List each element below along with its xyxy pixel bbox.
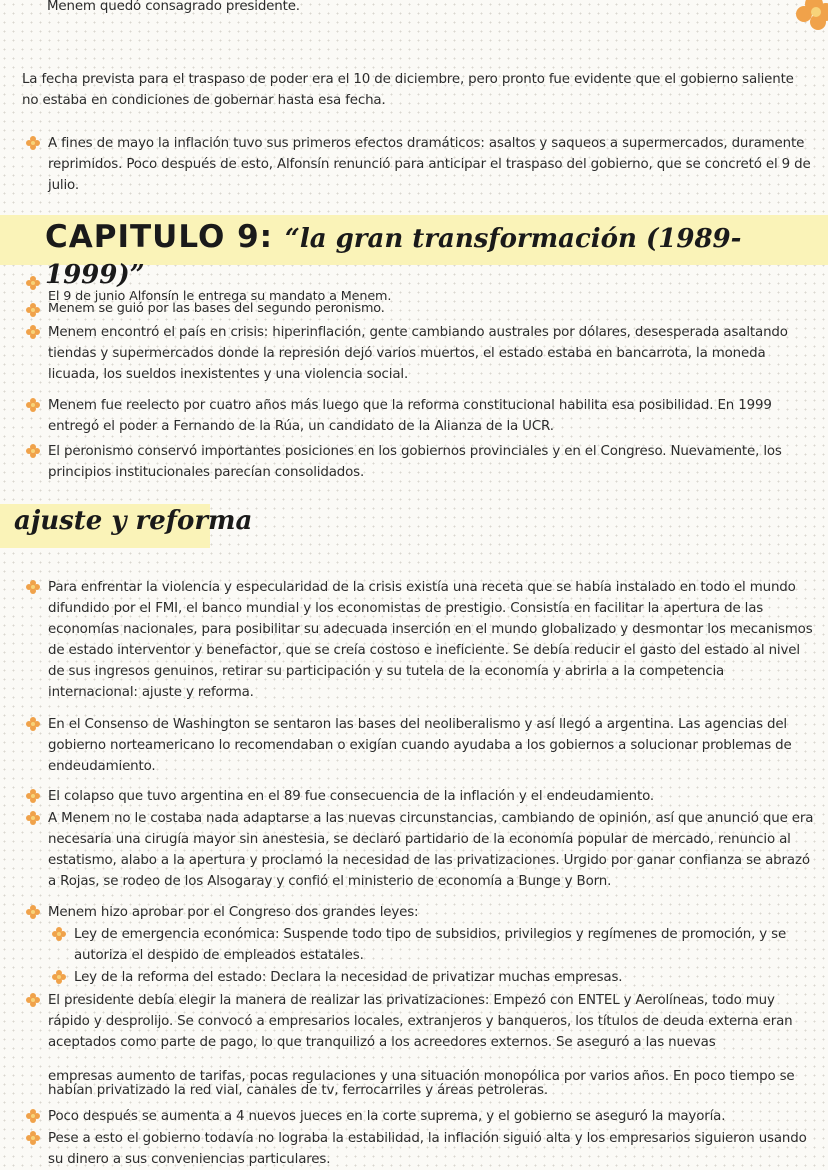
sub-bullet-1 bbox=[50, 924, 814, 966]
chapter-bullet-text: Menem fue reelecto por cuatro años más luego que la reforma constitucional habilita esa posibilidad. En 1999 entregó el poder a Fernando de la Rúa, un candidato de la Alianza de la UCR. bbox=[48, 398, 772, 434]
final-continuation-text: empresas aumento de tarifas, pocas regulaciones y una situación monopólica por varios años. En poco tiempo se habían privatizado la red vial, canales de tv, ferrocarriles y áreas petroleras. bbox=[48, 1069, 795, 1098]
final-bullet-2 bbox=[24, 1106, 814, 1127]
intro-bullet-text: A fines de mayo la inflación tuvo sus primeros efectos dramáticos: asaltos y saqueos a supermercados, duramente reprimidos. Poco después de esto, Alfonsín renunció para anticipar el traspaso del gobierno, que se concretó el 9 de julio. bbox=[48, 136, 811, 193]
flower-bullet-icon bbox=[26, 444, 40, 458]
chapter-bullet-4 bbox=[24, 395, 814, 437]
flower-bullet-icon bbox=[26, 993, 40, 1007]
chapter-bullet-text: Menem encontró el país en crisis: hiperinflación, gente cambiando australes por dólares, desesperada asaltando tiendas y supermercados donde la represión dejó varios muertos, el estado estaba en bancarrota, la moneda licuada, los sueldos inexistentes y una violencia social. bbox=[48, 325, 788, 382]
chapter-label: CAPITULO 9: bbox=[45, 219, 274, 255]
top-line: Menem quedó consagrado presidente. bbox=[47, 0, 300, 14]
intro-paragraph: La fecha prevista para el traspaso de poder era el 10 de diciembre, pero pronto fue evidente que el gobierno saliente no estaba en condiciones de gobernar hasta esa fecha. bbox=[22, 72, 794, 108]
flower-bullet-icon bbox=[26, 303, 40, 317]
final-bullet-1 bbox=[24, 990, 814, 1053]
section-bullet-5 bbox=[24, 902, 814, 923]
section-bullet-text: Para enfrentar la violencia y especularidad de la crisis existía una receta que se había instalado en todo el mundo difundido por el FMI, el banco mundial y los economistas de prestigio. Consistía en facilitar la apertura de las economías nacionales, para posibilitar su adecuada inserción en el mundo globalizado y desmontar los mecanismos de estado interventor y benefactor, que se creía costoso e ineficiente. Se debía reducir el gasto del estado al nivel de sus ingresos genuinos, retirar su participación y su tutela de la economía y abrirla a la competencia internacional: ajuste y reforma. bbox=[48, 580, 813, 700]
section-bullet-text: A Menem no le costaba nada adaptarse a las nuevas circunstancias, cambiando de opinión, así que anunció que era necesaria una cirugía mayor sin anestesia, se declaró partidario de la economía popular de mercado, renuncio al estatismo, alabo a la apertura y proclamó la necesidad de las privatizaciones. Urgido por ganar confianza se abrazó a Rojas, se rodeo de los Alsogaray y confió el ministerio de economía a Bunge y Born. bbox=[48, 811, 814, 889]
sub-bullet-text: Ley de la reforma del estado: Declara la necesidad de privatizar muchas empresas. bbox=[74, 970, 623, 985]
chapter-bullet-text: Menem se guió por las bases del segundo peronismo. bbox=[48, 301, 385, 316]
flower-bullet-icon bbox=[52, 927, 66, 941]
sub-bullet-text: Ley de emergencia económica: Suspende todo tipo de subsidios, privilegios y regímenes de promoción, y se autoriza el despido de empleados estatales. bbox=[74, 927, 787, 963]
chapter-bullet-2 bbox=[24, 302, 814, 316]
chapter-title: “la gran transformación (1989-1999)” bbox=[45, 224, 742, 290]
section-bullet-3 bbox=[24, 786, 814, 807]
final-continuation bbox=[24, 1070, 814, 1098]
flower-bullet-icon bbox=[26, 398, 40, 412]
flower-bullet-icon bbox=[26, 276, 40, 290]
final-bullet-3 bbox=[24, 1128, 814, 1170]
flower-bullet-icon bbox=[26, 789, 40, 803]
flower-bullet-icon bbox=[26, 811, 40, 825]
section-title: ajuste y reforma bbox=[14, 506, 253, 536]
flower-bullet-icon bbox=[26, 1109, 40, 1123]
chapter-bullet-3 bbox=[24, 322, 814, 385]
final-bullet-text: El presidente debía elegir la manera de realizar las privatizaciones: Empezó con ENTEL y Aerolíneas, todo muy rápido y desprolijo. Se convocó a empresarios locales, extranjeros y banqueros, los títulos de deuda externa eran aceptados como parte de pago, lo que tranquilizó a los acreedores externos. Se aseguró a las nuevas bbox=[48, 993, 793, 1050]
chapter-bullet-text: El 9 de junio Alfonsín le entrega su mandato a Menem. bbox=[48, 289, 392, 304]
flower-bullet-icon bbox=[26, 1131, 40, 1145]
flower-bullet-icon bbox=[26, 905, 40, 919]
chapter-bullet-text: El peronismo conservó importantes posiciones en los gobiernos provinciales y en el Congreso. Nuevamente, los principios institucionales parecían consolidados. bbox=[48, 444, 782, 480]
flower-bullet-icon bbox=[26, 325, 40, 339]
sub-bullet-2 bbox=[50, 967, 814, 988]
chapter-bullet-5 bbox=[24, 441, 814, 483]
section-bullet-2 bbox=[24, 714, 814, 777]
intro-bullet bbox=[24, 133, 814, 196]
flower-bullet-icon bbox=[52, 970, 66, 984]
final-bullet-text: Poco después se aumenta a 4 nuevos jueces en la corte suprema, y el gobierno se aseguró la mayoría. bbox=[48, 1109, 726, 1124]
section-bullet-text: El colapso que tuvo argentina en el 89 fue consecuencia de la inflación y el endeudamiento. bbox=[48, 789, 655, 804]
chapter-heading bbox=[45, 219, 828, 291]
section-bullet-text: Menem hizo aprobar por el Congreso dos grandes leyes: bbox=[48, 905, 419, 920]
flower-decoration-icon bbox=[768, 0, 828, 40]
section-bullet-4 bbox=[24, 808, 814, 892]
flower-bullet-icon bbox=[26, 717, 40, 731]
section-bullet-text: En el Consenso de Washington se sentaron las bases del neoliberalismo y así llegó a argentina. Las agencias del gobierno norteamericano lo recomendaban o exigían cuando ayudaba a los gobiernos a solucionar problemas de endeudamiento. bbox=[48, 717, 792, 774]
flower-bullet-icon bbox=[26, 136, 40, 150]
final-bullet-text: Pese a esto el gobierno todavía no lograba la estabilidad, la inflación siguió alta y los empresarios siguieron usando su dinero a sus conveniencias particulares. bbox=[48, 1131, 807, 1167]
flower-bullet-icon bbox=[26, 580, 40, 594]
section-bullet-1 bbox=[24, 577, 814, 703]
